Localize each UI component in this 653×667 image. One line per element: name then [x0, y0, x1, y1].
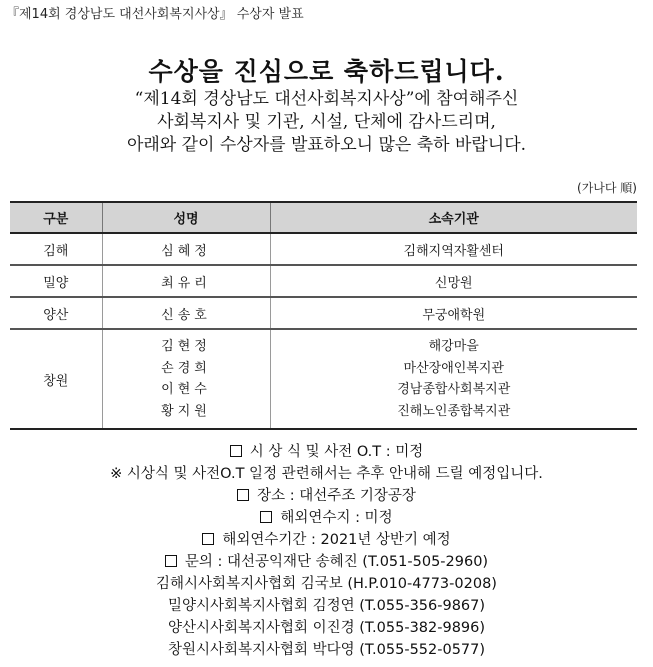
header-category: 구분 — [10, 202, 102, 233]
checkbox-square-icon — [260, 511, 272, 523]
org-entry: 마산장애인복지관 — [403, 360, 504, 376]
contact-line: 양산시사회복지사협회 이진경 (T.055-382-9896) — [167, 620, 486, 636]
region-cell: 김해 — [10, 233, 102, 265]
table-header-row — [10, 202, 637, 233]
overseas-period-line — [0, 528, 653, 549]
checkbox-square-icon — [165, 555, 177, 567]
region-cell: 창원 — [10, 329, 102, 429]
congratulations-headline: 수상을 진심으로 축하드립니다. — [148, 57, 505, 86]
overseas-place-line — [0, 506, 653, 527]
name-entry: 손경희 — [161, 360, 211, 376]
header-organization: 소속기관 — [270, 202, 637, 233]
name-cell: 최유리 — [102, 265, 270, 297]
name-cell-group — [102, 329, 270, 429]
name-entry: 김현정 — [161, 339, 211, 354]
region-cell: 밀양 — [10, 265, 102, 297]
venue-line — [0, 484, 653, 505]
contact-line: 밀양시사회복지사협회 김정연 (T.055-356-9867) — [167, 598, 486, 614]
name-entry: 황지원 — [161, 403, 211, 419]
org-cell-group — [270, 329, 637, 429]
contact-main-text: 문의 : 대선공익재단 송혜진 (T.051-505-2960) — [184, 554, 489, 570]
name-cell: 신송호 — [102, 297, 270, 329]
org-entry: 해강마을 — [428, 339, 479, 354]
document-title: 『제14회 경상남도 대선사회복지사상』 수상자 발표 — [6, 7, 304, 22]
region-cell: 양산 — [10, 297, 102, 329]
header-name: 성명 — [102, 202, 270, 233]
checkbox-square-icon — [230, 445, 242, 457]
contact-main-line — [0, 550, 653, 571]
intro-line-2: 사회복지사 및 기관, 시설, 단체에 감사드리며, — [157, 112, 496, 132]
org-cell: 무궁애학원 — [270, 297, 637, 329]
contact-line: 창원시사회복지사협회 박다영 (T.055-552-0577) — [167, 642, 486, 658]
ceremony-line — [0, 440, 653, 461]
table-row — [10, 297, 637, 329]
intro-line-3: 아래와 같이 수상자를 발표하오니 많은 축하 바랍니다. — [126, 135, 527, 155]
overseas-period-text: 해외연수기간 : 2021년 상반기 예정 — [222, 532, 451, 548]
name-cell: 심혜정 — [102, 233, 270, 265]
checkbox-square-icon — [202, 533, 214, 545]
table-row — [10, 233, 637, 265]
ceremony-note: ※ 시상식 및 사전O.T 일정 관련해서는 추후 안내해 드릴 예정입니다. — [110, 466, 543, 482]
org-cell: 김해지역자활센터 — [270, 233, 637, 265]
name-entry: 이현수 — [161, 382, 211, 397]
org-entry: 경남종합사회복지관 — [397, 382, 511, 397]
checkbox-square-icon — [237, 489, 249, 501]
winners-table — [10, 201, 637, 430]
intro-line-1: “제14회 경상남도 대선사회복지사상”에 참여해주신 — [134, 89, 519, 109]
table-row — [10, 329, 637, 429]
contact-line: 김해시사회복지사협회 김국보 (H.P.010-4773-0208) — [156, 576, 497, 592]
sort-order-note: (가나다 順) — [577, 181, 637, 195]
table-row — [10, 265, 637, 297]
org-cell: 신망원 — [270, 265, 637, 297]
overseas-place-text: 해외연수지 : 미정 — [280, 510, 393, 526]
venue-text: 장소 : 대선주조 기장공장 — [257, 488, 416, 504]
org-entry: 진해노인종합복지관 — [397, 403, 511, 419]
ceremony-text: 시 상 식 및 사전 O.T : 미정 — [249, 444, 424, 460]
